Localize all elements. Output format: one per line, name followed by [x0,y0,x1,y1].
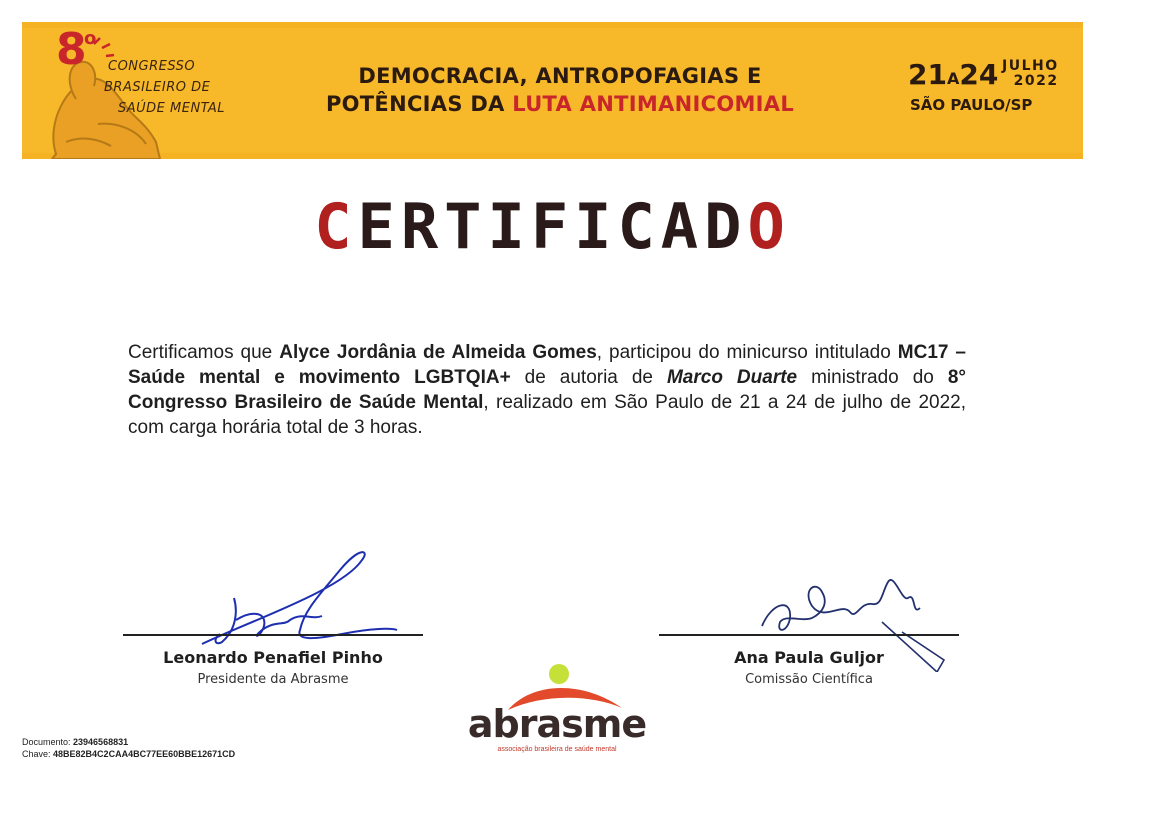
logo-line-2: BRASILEIRO DE [104,80,211,95]
header-banner [22,22,1083,159]
month: JULHO [1002,58,1059,74]
body-text-4: ministrado do [797,367,948,388]
body-text-3: de autoria de [510,367,667,388]
abrasme-wordmark: abrasme [467,702,647,746]
signer-2-role: Comissão Científica [745,672,873,687]
signer-1-name: Leonardo Penafiel Pinho [163,648,383,667]
signature-line-1 [123,634,423,636]
date-start: 21 [908,58,947,91]
date-range [908,58,998,91]
congress-dates [908,58,1068,128]
body-text-1: Certificamos que [128,342,280,363]
congress-theme [290,62,830,118]
signature-line-2 [659,634,959,636]
title-first-letter: C [314,190,358,263]
key-label: Chave: [22,749,54,759]
city: SÃO PAULO/SP [910,96,1033,114]
month-year [1002,59,1059,89]
certificate-text [128,340,966,440]
signer-2-name: Ana Paula Guljor [734,648,884,667]
abrasme-tagline: associação brasileira de saúde mental [497,746,617,753]
logo-ordinal: o [84,28,97,49]
title-last-letter: O [747,190,791,263]
course-title: MC17 – Saúde mental e movimento LGBTQIA+ [128,342,966,388]
logo-line-3: SAÚDE MENTAL [118,101,226,116]
participant-name: Alyce Jordânia de Almeida Gomes [279,342,597,363]
theme-line-2 [290,90,830,118]
document-label: Documento: [22,737,74,747]
theme-line-2-prefix: POTÊNCIAS DA [325,92,513,116]
logo-number: 8 [56,24,87,75]
year: 2022 [1013,73,1059,89]
document-number: 23946568831 [73,737,129,747]
abrasme-logo [462,662,652,762]
theme-line-2-accent: LUTA ANTIMANICOMIAL [512,92,795,116]
certificate-page [22,22,1083,767]
theme-line-1: DEMOCRACIA, ANTROPOFAGIAS E [358,64,762,88]
date-separator: A [946,69,960,88]
document-key: 48BE82B4C2CAA4BC77EE60BBE12671CD [53,749,236,759]
title-middle: ERTIFICAD [357,190,748,263]
document-number-row [22,736,235,748]
document-key-row [22,748,235,760]
body-text-5: , realizado em São Paulo de 21 a 24 de julho de 2022, com carga horária total de 3 horas. [128,392,966,438]
event-name: 8° Congresso Brasileiro de Saúde Mental [128,367,967,413]
body-text-2: , participou do minicurso intitulado [596,342,898,363]
certificate-title [22,190,1083,263]
logo-line-1: CONGRESSO [108,59,196,74]
course-author: Marco Duarte [666,367,798,388]
congress-logo [36,24,276,159]
signer-1-role: Presidente da Abrasme [197,672,349,687]
document-metadata [22,736,235,760]
date-end: 24 [959,58,999,91]
